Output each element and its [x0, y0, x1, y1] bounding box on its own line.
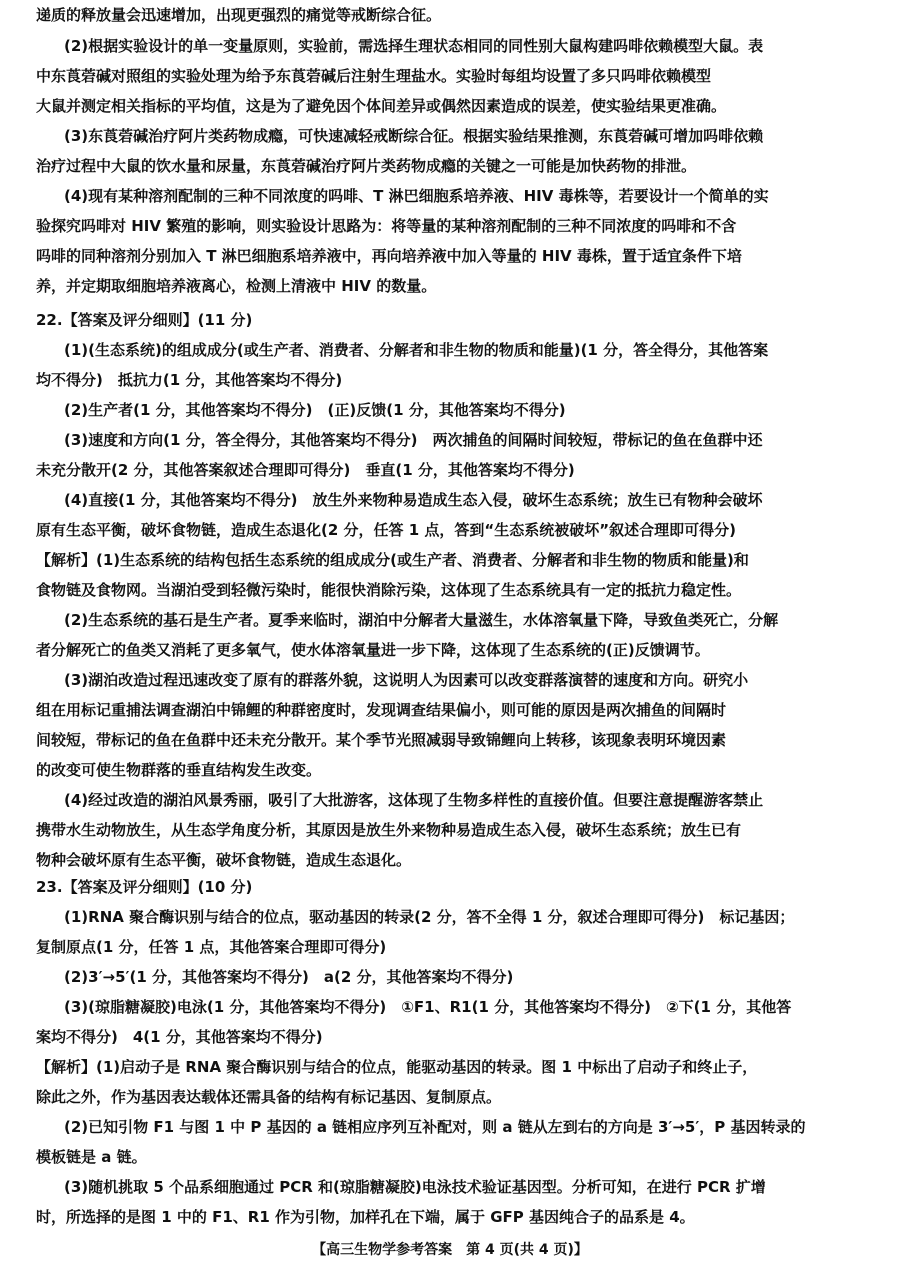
text-line: 物种会破坏原有生态平衡，破坏食物链，造成生态退化。	[36, 851, 412, 869]
text-line: 除此之外，作为基因表达载体还需具备的结构有标记基因、复制原点。	[36, 1088, 502, 1106]
text-line: 验探究吗啡对 HIV 繁殖的影响，则实验设计思路为：将等量的某种溶剂配制的三种不同浓度的吗啡和不含	[36, 217, 737, 235]
text-line: 模板链是 a 链。	[36, 1148, 147, 1166]
analysis-23-2	[36, 1112, 874, 1172]
paragraph-21-3	[36, 121, 874, 181]
analysis-23-3	[36, 1172, 874, 1232]
text-line: (3)湖泊改造过程迅速改变了原有的群落外貌，这说明人为因素可以改变群落演替的速度和方向。研究小	[64, 671, 749, 689]
text-line: 时，所选择的是图 1 中的 F1、R1 作为引物，加样孔在下端，属于 GFP 基因纯合子的品系是 4。	[36, 1208, 695, 1226]
text-line: 间较短，带标记的鱼在鱼群中还未充分散开。某个季节光照减弱导致锦鲤向上转移，该现象表明环境因素	[36, 731, 727, 749]
answer-22-2	[36, 395, 874, 425]
text-line: (3)(琼脂糖凝胶)电泳(1 分，其他答案均不得分) ①F1、R1(1 分，其他答案均不得分) ②下(1 分，其他答	[64, 998, 792, 1016]
text-line: 组在用标记重捕法调查湖泊中锦鲤的种群密度时，发现调查结果偏小，则可能的原因是两次捕鱼的间隔时	[36, 701, 727, 719]
answer-22-4	[36, 485, 874, 545]
text-line: 原有生态平衡，破坏食物链，造成生态退化(2 分，任答 1 点，答到“生态系统被破坏”叙述合理即可得分)	[36, 521, 736, 539]
text-line: (2)根据实验设计的单一变量原则，实验前，需选择生理状态相同的同性别大鼠构建吗啡依赖模型大鼠。表	[64, 37, 764, 55]
text-line: (1)RNA 聚合酶识别与结合的位点，驱动基因的转录(2 分，答不全得 1 分，叙述合理即可得分) 标记基因；	[64, 908, 795, 926]
analysis-22-1	[36, 545, 874, 605]
text-line: 未充分散开(2 分，其他答案叙述合理即可得分) 垂直(1 分，其他答案均不得分)	[36, 461, 575, 479]
page-footer: 【高三生物学参考答案 第 4 页(共 4 页)】	[312, 1242, 588, 1258]
text-line: (4)直接(1 分，其他答案均不得分) 放生外来物种易造成生态入侵，破坏生态系统；放生已有物种会破坏	[64, 491, 763, 509]
text-line: (1)(生态系统)的组成成分(或生产者、消费者、分解者和非生物的物质和能量)(1 分，答全得分，其他答案	[64, 341, 769, 359]
text-line: (2)3′→5′(1 分，其他答案均不得分) a(2 分，其他答案均不得分)	[64, 968, 514, 986]
question-23-heading	[36, 872, 874, 902]
text-line: 养，并定期取细胞培养液离心，检测上清液中 HIV 的数量。	[36, 277, 437, 295]
paragraph-21-2	[36, 31, 874, 121]
text-line: (3)随机挑取 5 个品系细胞通过 PCR 和(琼脂糖凝胶)电泳技术验证基因型。分析可知，在进行 PCR 扩增	[64, 1178, 766, 1196]
text-line: (4)经过改造的湖泊风景秀丽，吸引了大批游客，这体现了生物多样性的直接价值。但要注意提醒游客禁止	[64, 791, 764, 809]
answer-22-1	[36, 335, 874, 395]
text-line: 递质的释放量会迅速增加，出现更强烈的痛觉等戒断综合征。	[36, 6, 442, 24]
text-line: 案均不得分) 4(1 分，其他答案均不得分)	[36, 1028, 323, 1046]
answer-23-1	[36, 902, 874, 962]
answer-23-3	[36, 992, 874, 1052]
text-line: 携带水生动物放生，从生态学角度分析，其原因是放生外来物种易造成生态入侵，破坏生态系统；放生已有	[36, 821, 742, 839]
text-line: 吗啡的同种溶剂分别加入 T 淋巴细胞系培养液中，再向培养液中加入等量的 HIV 毒株，置于适宜条件下培	[36, 247, 742, 265]
text-line: 复制原点(1 分，任答 1 点，其他答案合理即可得分)	[36, 938, 387, 956]
text-line: 的改变可使生物群落的垂直结构发生改变。	[36, 761, 322, 779]
text-line: 大鼠并测定相关指标的平均值，这是为了避免因个体间差异或偶然因素造成的误差，使实验结果更准确。	[36, 97, 727, 115]
text-line: 者分解死亡的鱼类又消耗了更多氧气，使水体溶氧量进一步下降，这体现了生态系统的(正)反馈调节。	[36, 641, 710, 659]
text-line: 【解析】(1)生态系统的结构包括生态系统的组成成分(或生产者、消费者、分解者和非生物的物质和能量)和	[36, 551, 749, 569]
paragraph-21-4	[36, 181, 874, 301]
text-line: (2)已知引物 F1 与图 1 中 P 基因的 a 链相应序列互补配对，则 a 链从左到右的方向是 3′→5′，P 基因转录的	[64, 1118, 806, 1136]
text-line: 治疗过程中大鼠的饮水量和尿量，东莨菪碱治疗阿片类药物成瘾的关键之一可能是加快药物的排泄。	[36, 157, 697, 175]
analysis-22-3	[36, 665, 874, 785]
text-line: 食物链及食物网。当湖泊受到轻微污染时，能很快消除污染，这体现了生态系统具有一定的抵抗力稳定性。	[36, 581, 742, 599]
answer-22-3	[36, 425, 874, 485]
answer-23-2	[36, 962, 874, 992]
section-heading: 22.【答案及评分细则】(11 分)	[36, 311, 253, 329]
text-line: (2)生产者(1 分，其他答案均不得分) (正)反馈(1 分，其他答案均不得分)	[64, 401, 566, 419]
text-line: (3)东莨菪碱治疗阿片类药物成瘾，可快速减轻戒断综合征。根据实验结果推测，东莨菪碱可增加吗啡依赖	[64, 127, 764, 145]
text-line: 【解析】(1)启动子是 RNA 聚合酶识别与结合的位点，能驱动基因的转录。图 1 中标出了启动子和终止子，	[36, 1058, 758, 1076]
analysis-22-2	[36, 605, 874, 665]
text-line: (2)生态系统的基石是生产者。夏季来临时，湖泊中分解者大量滋生，水体溶氧量下降，导致鱼类死亡，分解	[64, 611, 779, 629]
text-line: (4)现有某种溶剂配制的三种不同浓度的吗啡、T 淋巴细胞系培养液、HIV 毒株等，若要设计一个简单的实	[64, 187, 769, 205]
section-heading: 23.【答案及评分细则】(10 分)	[36, 878, 253, 896]
question-22-heading	[36, 305, 874, 335]
analysis-23-1	[36, 1052, 874, 1112]
paragraph-cont	[36, 0, 874, 30]
analysis-22-4	[36, 785, 874, 875]
text-line: 均不得分) 抵抗力(1 分，其他答案均不得分)	[36, 371, 343, 389]
text-line: (3)速度和方向(1 分，答全得分，其他答案均不得分) 两次捕鱼的间隔时间较短，带标记的鱼在鱼群中还	[64, 431, 763, 449]
text-line: 中东莨菪碱对照组的实验处理为给予东莨菪碱后注射生理盐水。实验时每组均设置了多只吗啡依赖模型	[36, 67, 712, 85]
